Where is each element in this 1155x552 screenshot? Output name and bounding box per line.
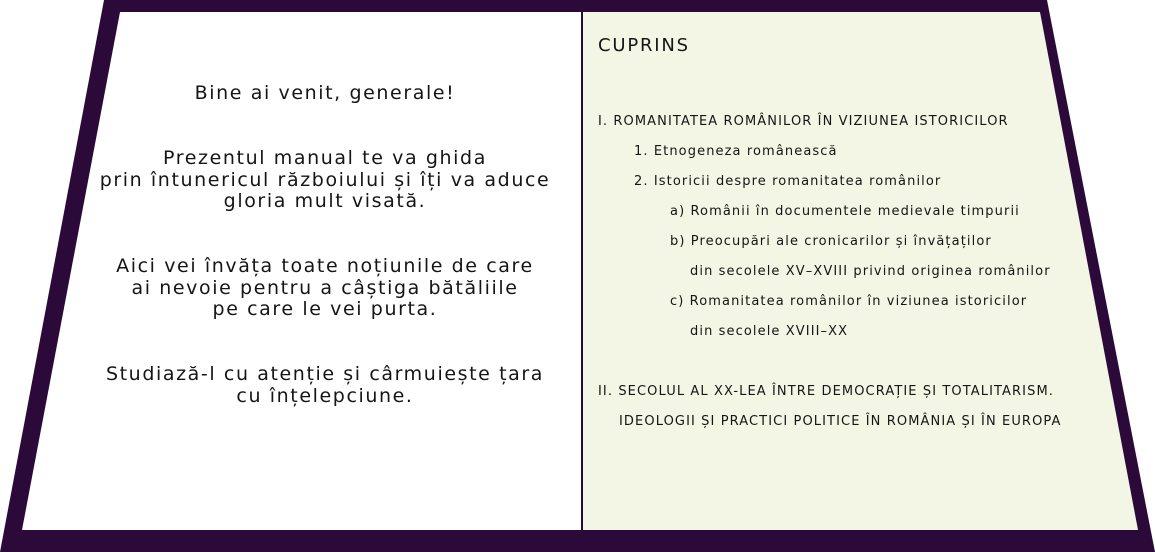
intro-paragraph-guide: Prezentul manual te va ghida prin întunericul războiului și îți va aduce gloria mult visată. xyxy=(99,147,551,212)
toc-subsection-a-link[interactable]: a) Românii în documentele medievale timpurii xyxy=(670,204,1020,219)
toc-subsection-c-link[interactable]: c) Romanitatea românilor în viziunea istoricilor xyxy=(670,294,1028,309)
intro-greeting: Bine ai venit, generale! xyxy=(194,82,456,104)
toc-chapter-2-continuation[interactable]: IDEOLOGII ȘI PRACTICI POLITICE ÎN ROMÂNIA ȘI ÎN EUROPA xyxy=(619,414,1062,429)
toc-subsection-c-continuation[interactable]: din secolele XVIII–XX xyxy=(690,324,849,339)
toc-lesson-istoricii-link[interactable]: 2. Istoricii despre romanitatea românilor xyxy=(634,174,942,189)
intro-paragraph-learn: Aici vei învăța toate noțiunile de care ai nevoie pentru a câștiga bătăliile pe care le vei purta. xyxy=(116,255,534,320)
toc-chapter-2-link[interactable]: II. SECOLUL AL XX-LEA ÎNTRE DEMOCRAȚIE ȘI TOTALITARISM. xyxy=(598,384,1055,399)
toc-subsection-b-continuation[interactable]: din secolele XV–XVIII privind originea românilor xyxy=(690,264,1051,279)
intro-paragraph-study: Studiază-l cu atenție și cârmuiește țara cu înțelepciune. xyxy=(105,363,545,407)
toc-subsection-b-link[interactable]: b) Preocupări ale cronicarilor și învățaților xyxy=(670,234,992,249)
toc-lesson-etnogeneza-link[interactable]: 1. Etnogeneza românească xyxy=(634,144,838,159)
toc-chapter-1-link[interactable]: I. ROMANITATEA ROMÂNILOR ÎN VIZIUNEA ISTORICILOR xyxy=(598,114,1009,129)
toc-title: CUPRINS xyxy=(598,35,690,56)
